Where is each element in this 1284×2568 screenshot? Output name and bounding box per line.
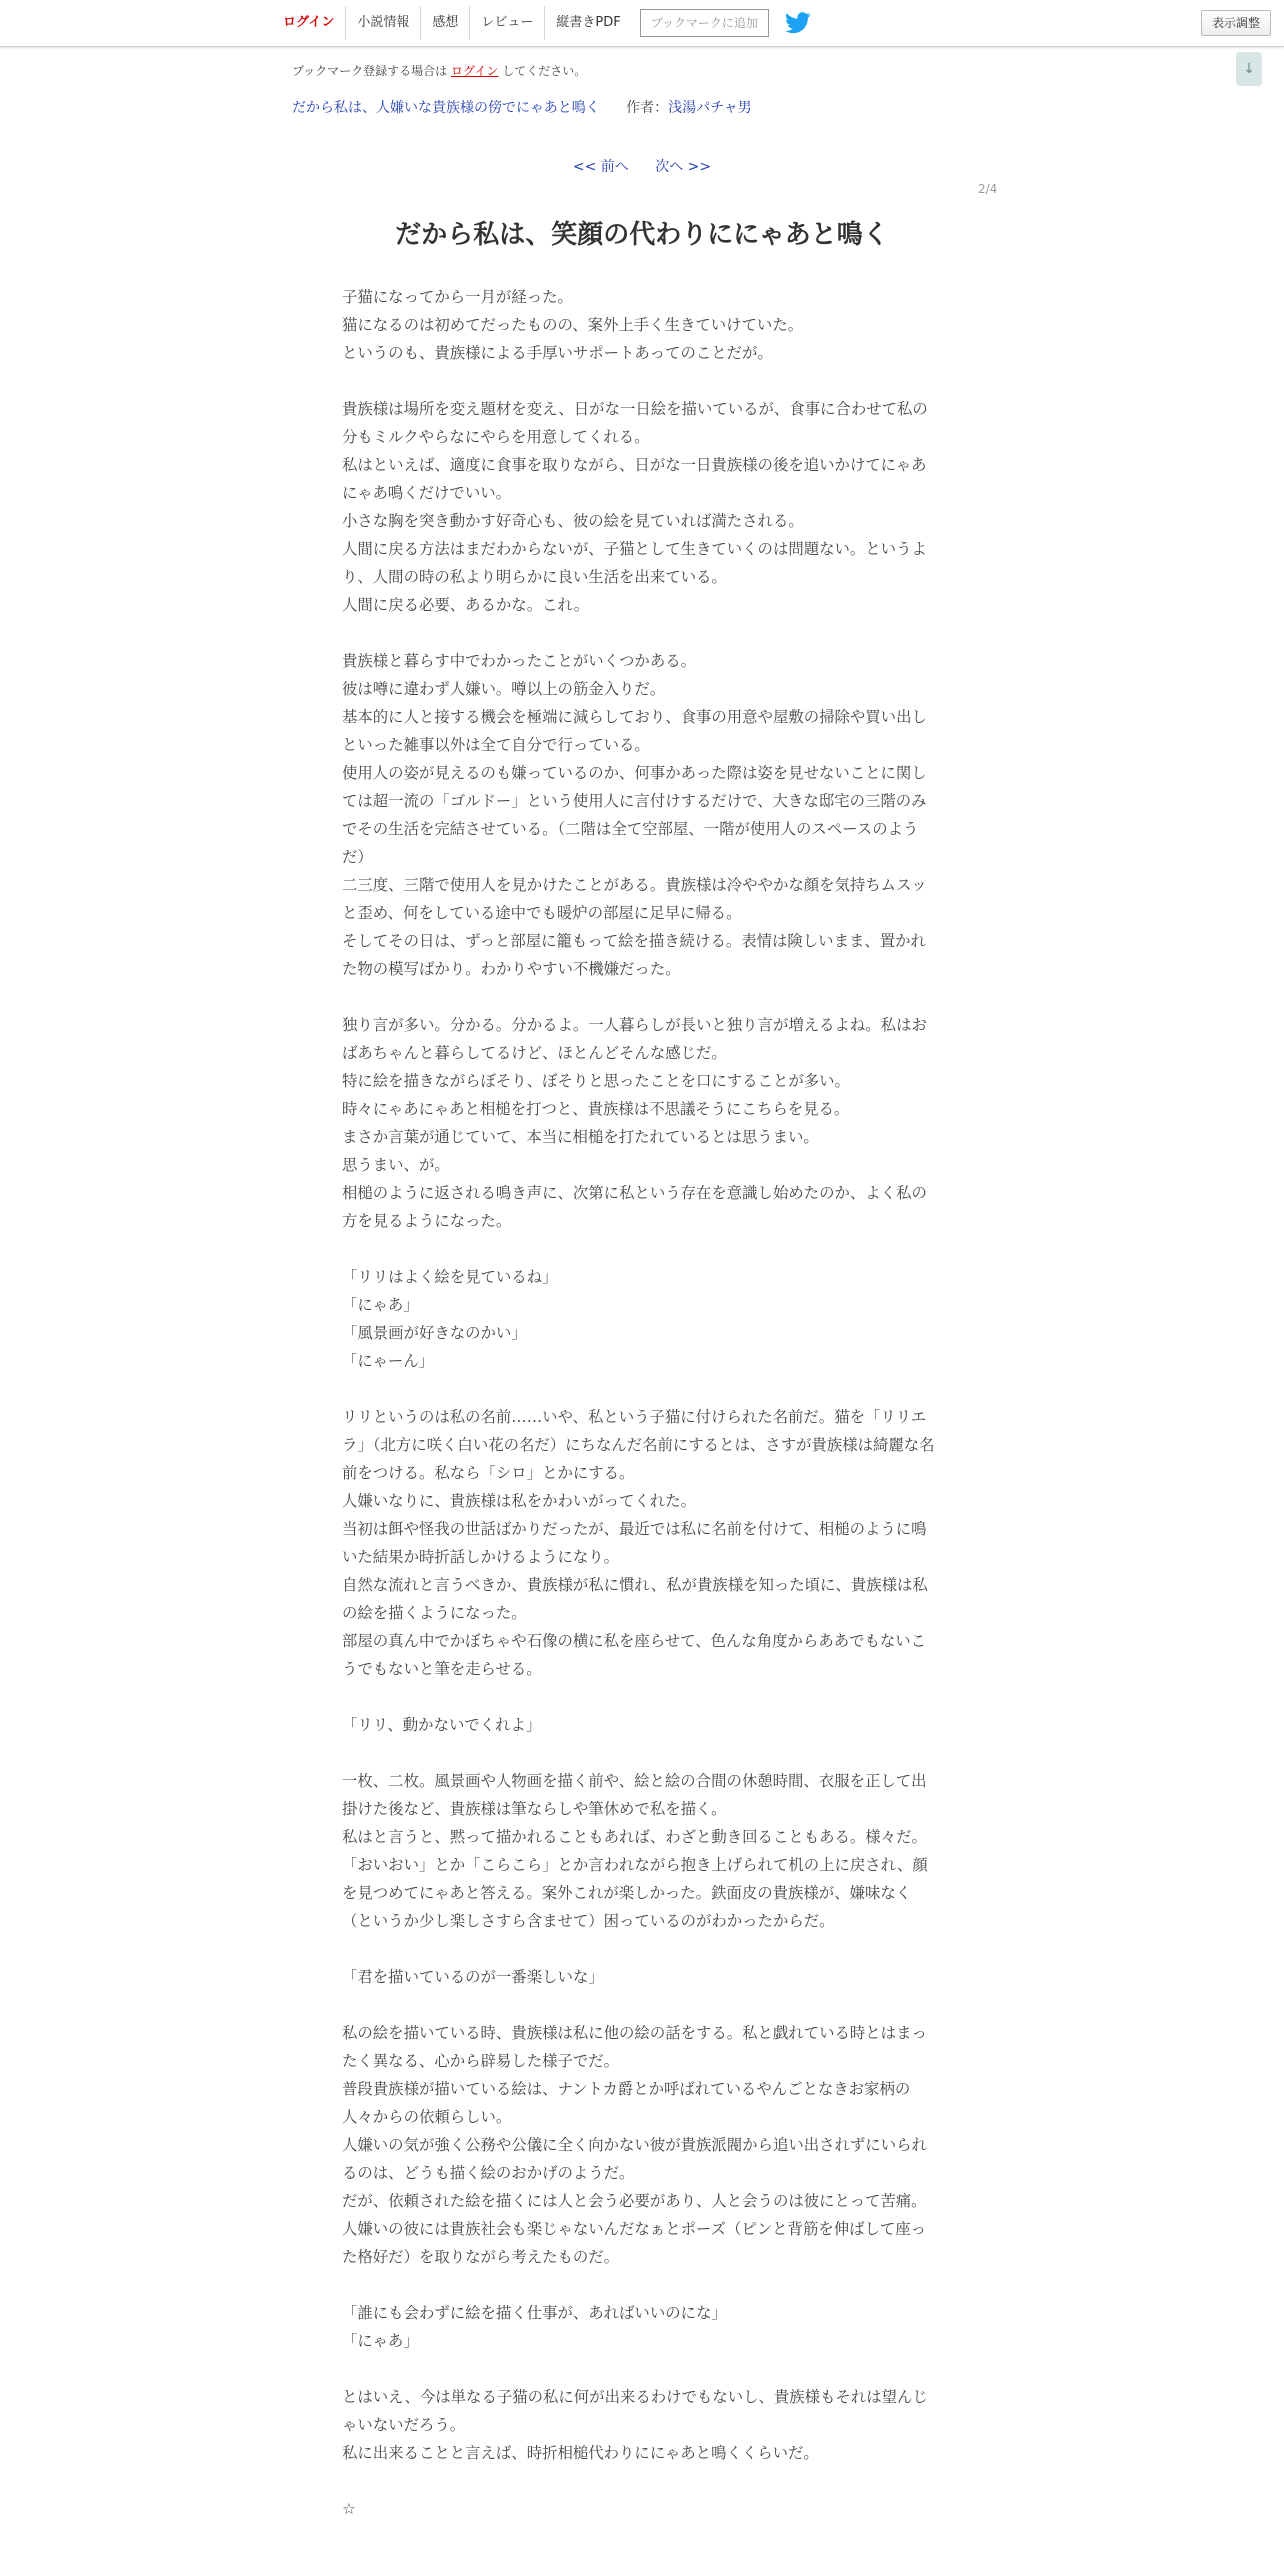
- blank-line: [342, 2467, 936, 2495]
- body-paragraph: 人嫌いなりに、貴族様は私をかわいがってくれた。: [342, 1492, 696, 1510]
- body-paragraph: 基本的に人と接する機会を極端に減らしており、食事の用意や屋敷の掃除や買い出しといった雑事以外は全て自分で行っている。: [342, 708, 927, 754]
- body-paragraph: 相槌のように返される鳴き声に、次第に私という存在を意識し始めたのか、よく私の方を見るようになった。: [342, 1184, 927, 1230]
- body-paragraph: 二三度、三階で使用人を見かけたことがある。貴族様は冷ややかな顔を気持ちムスッと歪め、何をしている途中でも暖炉の部屋に足早に帰る。: [342, 876, 927, 922]
- next-episode-link[interactable]: 次へ >>: [655, 159, 712, 175]
- body-paragraph: 一枚、二枚。風景画や人物画を描く前や、絵と絵の合間の休憩時間、衣服を正して出掛けた後など、貴族様は筆ならしや筆休めで私を描く。: [342, 1772, 927, 1818]
- body-paragraph: 時々にゃあにゃあと相槌を打つと、貴族様は不思議そうにこちらを見る。: [342, 1100, 850, 1118]
- author-name-link[interactable]: 浅湯パチャ男: [668, 100, 752, 116]
- blank-line: [342, 1375, 936, 1403]
- body-paragraph: 思うまい、が。: [342, 1156, 450, 1174]
- body-paragraph: 猫になるのは初めてだったものの、案外上手く生きていけていた。: [342, 316, 804, 334]
- body-paragraph: 普段貴族様が描いている絵は、ナントカ爵とか呼ばれているやんごとなきお家柄の人々からの依頼らしい。: [342, 2080, 911, 2126]
- body-paragraph: とはいえ、今は単なる子猫の私に何が出来るわけでもないし、貴族様もそれは望んじゃいないだろう。: [342, 2388, 928, 2434]
- blank-line: [342, 1235, 936, 1263]
- body-paragraph: 独り言が多い。分かる。分かるよ。一人暮らしが長いと独り言が増えるよね。私はおばあちゃんと暮らしてるけど、ほとんどそんな感じだ。: [342, 1016, 927, 1062]
- body-paragraph: ☆: [342, 2500, 356, 2518]
- episode-pager: [0, 156, 1284, 176]
- novel-title-link[interactable]: だから私は、人嫌いな貴族様の傍でにゃあと鳴く: [292, 100, 600, 116]
- body-paragraph: 私はといえば、適度に食事を取りながら、日がな一日貴族様の後を追いかけてにゃあにゃあ鳴くだけでいい。: [342, 456, 927, 502]
- blank-line: [342, 2271, 936, 2299]
- body-paragraph: 「リリ、動かないでくれよ」: [342, 1716, 542, 1734]
- blank-line: [342, 1991, 936, 2019]
- body-paragraph: リリというのは私の名前……いや、私という子猫に付けられた名前だ。猫を「リリエラ」（北方に咲く白い花の名だ）にちなんだ名前にするとは、さすが貴族様は綺麗な名前をつける。私なら「シロ」とかにする。: [342, 1408, 935, 1482]
- body-paragraph: 彼は噂に違わず人嫌い。噂以上の筋金入りだ。: [342, 680, 666, 698]
- scroll-down-button[interactable]: ↓: [1236, 52, 1262, 86]
- body-paragraph: 貴族様と暮らす中でわかったことがいくつかある。: [342, 652, 696, 670]
- twitter-bird-icon: [785, 12, 811, 34]
- blank-line: [342, 2355, 936, 2383]
- page-count: 2/4: [978, 182, 998, 196]
- body-paragraph: 「誰にも会わずに絵を描く仕事が、あればいいのにな」: [342, 2304, 727, 2322]
- notice-suffix: してください。: [502, 64, 587, 78]
- body-paragraph: 私の絵を描いている時、貴族様は私に他の絵の話をする。私と戯れている時とはまったく異なる、心から辟易した様子でだ。: [342, 2024, 927, 2070]
- body-paragraph: 人間に戻る必要、あるかな。これ。: [342, 596, 590, 614]
- body-paragraph: 人嫌いの彼には貴族社会も楽じゃないんだなぁとポーズ（ピンと背筋を伸ばして座った格好だ）を取りながら考えたものだ。: [342, 2220, 927, 2266]
- body-paragraph: 特に絵を描きながらぼそり、ぼそりと思ったことを口にすることが多い。: [342, 1072, 850, 1090]
- vertical-pdf-link[interactable]: 縦書きPDF: [544, 6, 631, 40]
- body-paragraph: 人嫌いの気が強く公務や公儀に全く向かない彼が貴族派閥から追い出されずにいられるのは、どうも描く絵のおかげのようだ。: [342, 2136, 927, 2182]
- novel-body-text: [342, 283, 936, 2523]
- body-paragraph: 人間に戻る方法はまだわからないが、子猫として生きていくのは問題ない。というより、人間の時の私より明らかに良い生活を出来ている。: [342, 540, 927, 586]
- reviews-link[interactable]: レビュー: [469, 6, 544, 40]
- body-paragraph: というのも、貴族様による手厚いサポートあってのことだが。: [342, 344, 773, 362]
- body-paragraph: まさか言葉が通じていて、本当に相槌を打たれているとは思うまい。: [342, 1128, 819, 1146]
- add-bookmark-button[interactable]: ブックマークに追加: [640, 9, 769, 37]
- body-paragraph: 「にゃあ」: [342, 2332, 419, 2350]
- blank-line: [342, 983, 936, 1011]
- blank-line: [342, 619, 936, 647]
- body-paragraph: だが、依頼された絵を描くには人と会う必要があり、人と会うのは彼にとって苦痛。: [342, 2192, 927, 2210]
- prev-episode-link[interactable]: << 前へ: [572, 159, 629, 175]
- body-paragraph: 当初は餌や怪我の世話ばかりだったが、最近では私に名前を付けて、相槌のように鳴いた結果か時折話しかけるようになり。: [342, 1520, 927, 1566]
- bookmark-login-notice: [292, 62, 586, 79]
- chapter-title: だから私は、笑顔の代わりににゃあと鳴く: [395, 220, 889, 250]
- novel-title-line: [292, 97, 752, 117]
- impressions-link[interactable]: 感想: [420, 6, 469, 40]
- body-paragraph: 部屋の真ん中でかぼちゃや石像の横に私を座らせて、色んな角度からああでもないこうでもないと筆を走らせる。: [342, 1632, 927, 1678]
- body-paragraph: そしてその日は、ずっと部屋に籠もって絵を描き続ける。表情は険しいまま、置かれた物の模写ばかり。わかりやすい不機嫌だった。: [342, 932, 926, 978]
- blank-line: [342, 1683, 936, 1711]
- body-paragraph: 「君を描いているのが一番楽しいな」: [342, 1968, 604, 1986]
- blank-line: [342, 367, 936, 395]
- author-label: 作者：: [626, 100, 669, 116]
- body-paragraph: 使用人の姿が見えるのも嫌っているのか、何事かあった際は姿を見せないことに関しては超一流の「ゴルドー」という使用人に言付けするだけで、大きな邸宅の三階のみでその生活を完結させている。（二階は全て空部屋、一階が使用人のスペースのようだ）: [342, 764, 927, 866]
- blank-line: [342, 1935, 936, 1963]
- body-paragraph: 「にゃあ」: [342, 1296, 419, 1314]
- body-paragraph: 私に出来ることと言えば、時折相槌代わりににゃあと鳴くくらいだ。: [342, 2444, 819, 2462]
- body-paragraph: 私はと言うと、黙って描かれることもあれば、わざと動き回ることもある。様々だ。: [342, 1828, 927, 1846]
- body-paragraph: 子猫になってから一月が経った。: [342, 288, 573, 306]
- body-paragraph: 「風景画が好きなのかい」: [342, 1324, 527, 1342]
- body-paragraph: 小さな胸を突き動かす好奇心も、彼の絵を見ていれば満たされる。: [342, 512, 804, 530]
- notice-login-link[interactable]: ログイン: [451, 64, 499, 78]
- main-nav: [272, 6, 811, 40]
- twitter-icon[interactable]: [785, 12, 811, 34]
- body-paragraph: 「おいおい」とか「こらこら」とか言われながら抱き上げられて机の上に戻され、顔を見つめてにゃあと答える。案外これが楽しかった。鉄面皮の貴族様が、嫌味なく（というか少し楽しさすら含ませて）困っているのがわかったからだ。: [342, 1856, 928, 1930]
- body-paragraph: 「にゃーん」: [342, 1352, 435, 1370]
- notice-prefix: ブックマーク登録する場合は: [292, 64, 448, 78]
- blank-line: [342, 1739, 936, 1767]
- body-paragraph: 自然な流れと言うべきか、貴族様が私に慣れ、私が貴族様を知った頃に、貴族様は私の絵を描くようになった。: [342, 1576, 928, 1622]
- body-paragraph: 貴族様は場所を変え題材を変え、日がな一日絵を描いているが、食事に合わせて私の分もミルクやらなにやらを用意してくれる。: [342, 400, 928, 446]
- login-link[interactable]: ログイン: [283, 15, 335, 30]
- body-paragraph: 「リリはよく絵を見ているね」: [342, 1268, 558, 1286]
- novel-info-link[interactable]: 小説情報: [345, 6, 420, 40]
- display-settings-button[interactable]: 表示調整: [1201, 10, 1271, 36]
- top-navigation-bar: [0, 0, 1284, 47]
